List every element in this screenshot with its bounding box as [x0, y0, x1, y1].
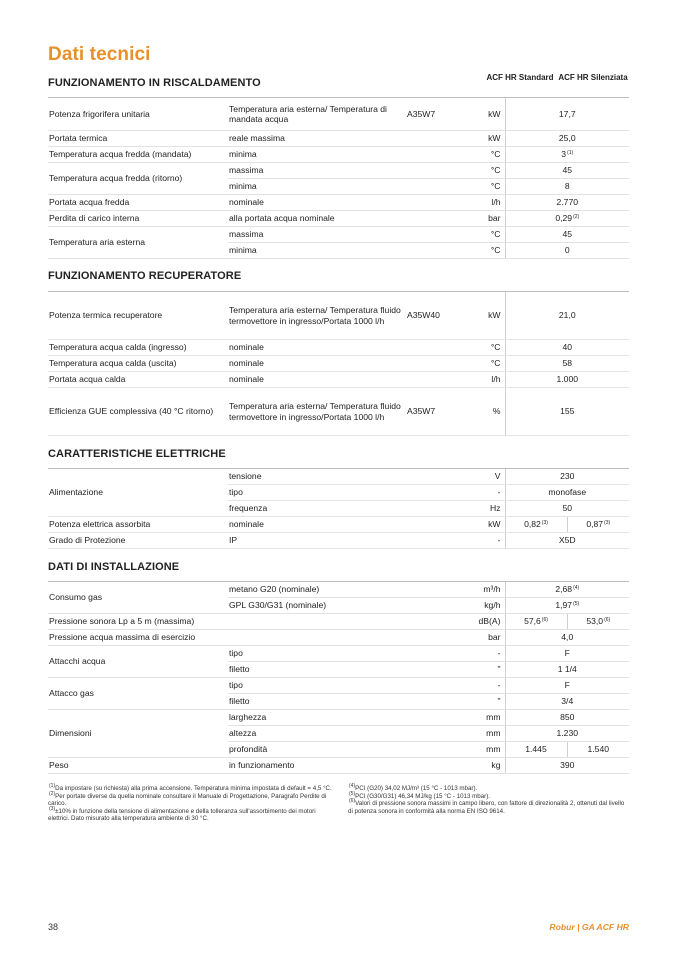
- value-cell: 4,0: [505, 630, 629, 646]
- condition-label: minima: [228, 243, 405, 259]
- footnote: [48, 805, 333, 823]
- value-cell-silenziata: [567, 614, 629, 630]
- table-row: [48, 340, 629, 356]
- unit-label: kW: [455, 292, 505, 340]
- unit-label: m³/h: [455, 582, 505, 598]
- footnote-text: Da impostare (su richiesta) alla prima accensione. Temperatura minima impostata di default = 4,5 °C.: [55, 785, 332, 792]
- unit-label: Hz: [455, 501, 505, 517]
- value-text: 53,0: [586, 616, 604, 627]
- footnote-text: Valori di pressione sonora massimi in campo libero, con fattore di direzionalità 2, ottenuti dal livello di potenza sonora in conformità alla norma EN ISO 9614.: [348, 800, 625, 815]
- value-text: 57,6: [524, 616, 541, 627]
- value-cell: 1.000: [505, 372, 629, 388]
- table-row: [48, 292, 629, 340]
- condition-label: filetto: [228, 694, 405, 710]
- value-cell: 1.230: [505, 726, 629, 742]
- unit-label: -: [455, 533, 505, 549]
- table-elettriche: [48, 468, 629, 549]
- value-cell: F: [505, 678, 629, 694]
- value-cell: 40: [505, 340, 629, 356]
- table-row: [48, 163, 629, 179]
- unit-label: V: [455, 469, 505, 485]
- value-cell: 390: [505, 758, 629, 774]
- footnote: [348, 800, 630, 815]
- footnotes-right: [348, 785, 630, 815]
- condition-label: nominale: [228, 372, 405, 388]
- footnote-mark: (3): [604, 520, 611, 527]
- table-installazione: [48, 581, 629, 774]
- footnote-mark: (4): [349, 783, 356, 789]
- param-label: Potenza frigorifera unitaria: [48, 98, 228, 131]
- condition-label: frequenza: [228, 501, 405, 517]
- param-label: Pressione sonora Lp a 5 m (massima): [48, 614, 405, 630]
- condition-label: minima: [228, 147, 405, 163]
- table-row: [48, 582, 629, 598]
- table-row: [48, 758, 629, 774]
- value-cell: 50: [505, 501, 629, 517]
- param-label: Alimentazione: [48, 469, 228, 517]
- value-cell: X5D: [505, 533, 629, 549]
- unit-label: °C: [455, 147, 505, 163]
- table-row: [48, 517, 629, 533]
- param-label: Potenza termica recuperatore: [48, 292, 228, 340]
- param-label: Efficienza GUE complessiva (40 °C ritorno): [48, 388, 228, 436]
- unit-label: ": [455, 662, 505, 678]
- value-cell: 58: [505, 356, 629, 372]
- footnote: [348, 785, 630, 793]
- table-row: [48, 533, 629, 549]
- footnote-mark: (2): [49, 790, 56, 797]
- unit-label: l/h: [455, 195, 505, 211]
- footnote-mark: (6): [541, 617, 548, 624]
- value-cell: 25,0: [505, 131, 629, 147]
- unit-label: dB(A): [455, 614, 505, 630]
- param-label: Attacco gas: [48, 678, 228, 710]
- unit-label: %: [455, 388, 505, 436]
- condition-label: larghezza: [228, 710, 405, 726]
- table-recuperatore: [48, 291, 629, 436]
- unit-label: kW: [455, 517, 505, 533]
- spec-code: A35W40: [405, 292, 455, 340]
- condition-label: altezza: [228, 726, 405, 742]
- value-cell-silenziata: [567, 517, 629, 533]
- value-cell: 21,0: [505, 292, 629, 340]
- value-cell: 3/4: [505, 694, 629, 710]
- footnote-text: PCI (G20) 34,02 MJ/m³ (15 °C - 1013 mbar).: [355, 785, 478, 792]
- table-row: [48, 211, 629, 227]
- unit-label: bar: [455, 211, 505, 227]
- unit-label: °C: [455, 340, 505, 356]
- spec-code: A35W7: [405, 98, 455, 131]
- value-text: 2,68: [555, 584, 573, 595]
- footnote: [48, 785, 333, 793]
- table-row: [48, 630, 629, 646]
- unit-label: -: [455, 646, 505, 662]
- table-row: [48, 227, 629, 243]
- value-cell: 45: [505, 227, 629, 243]
- unit-label: °C: [455, 243, 505, 259]
- condition-label: tipo: [228, 485, 405, 501]
- value-text: 3: [561, 149, 567, 160]
- footnote-mark: (1): [567, 150, 574, 157]
- condition-label: minima: [228, 179, 405, 195]
- value-cell: 1 1/4: [505, 662, 629, 678]
- footnote-text: Per portate diverse da quella nominale consultare il Manuale di Progettazione, Paragrafo Perdite di carico.: [48, 792, 327, 808]
- section-title-recuperatore: FUNZIONAMENTO RECUPERATORE: [48, 270, 242, 282]
- unit-label: kW: [455, 98, 505, 131]
- page-number: 38: [48, 922, 59, 932]
- param-label: Grado di Protezione: [48, 533, 228, 549]
- value-cell: monofase: [505, 485, 629, 501]
- unit-label: mm: [455, 742, 505, 758]
- footnote-mark: (3): [49, 805, 56, 812]
- table-row: [48, 388, 629, 436]
- value-cell: 230: [505, 469, 629, 485]
- condition-label: nominale: [228, 195, 405, 211]
- footnote-mark: (5): [573, 601, 580, 608]
- table-row: [48, 372, 629, 388]
- footnote-mark: (4): [573, 585, 580, 592]
- footnote-mark: (6): [349, 798, 356, 805]
- table-row: [48, 195, 629, 211]
- table-row: [48, 614, 629, 630]
- value-cell-silenziata: 1.540: [567, 742, 629, 758]
- unit-label: ": [455, 694, 505, 710]
- column-header-silenziata: ACF HR Silenziata: [558, 73, 628, 82]
- param-label: Temperatura aria esterna: [48, 227, 228, 259]
- value-cell: [505, 582, 629, 598]
- value-cell: 155: [505, 388, 629, 436]
- param-label: Temperatura acqua calda (uscita): [48, 356, 228, 372]
- condition-label: massima: [228, 163, 405, 179]
- unit-label: -: [455, 678, 505, 694]
- value-cell: 8: [505, 179, 629, 195]
- footnote-mark: (1): [49, 783, 56, 789]
- unit-label: kg: [455, 758, 505, 774]
- table-row: [48, 147, 629, 163]
- unit-label: -: [455, 485, 505, 501]
- unit-label: kW: [455, 131, 505, 147]
- condition-label: GPL G30/G31 (nominale): [228, 598, 405, 614]
- unit-label: °C: [455, 163, 505, 179]
- value-cell: [505, 147, 629, 163]
- condition-label: alla portata acqua nominale: [228, 211, 405, 227]
- value-text: 0,82: [524, 519, 541, 530]
- value-cell: 0: [505, 243, 629, 259]
- table-row: [48, 356, 629, 372]
- table-row: [48, 710, 629, 726]
- condition-label: tensione: [228, 469, 405, 485]
- condition-label: tipo: [228, 678, 405, 694]
- unit-label: bar: [455, 630, 505, 646]
- column-header-standard: ACF HR Standard: [486, 73, 554, 82]
- value-cell: 17,7: [505, 98, 629, 131]
- table-row: [48, 646, 629, 662]
- spec-code: A35W7: [405, 388, 455, 436]
- param-label: Pressione acqua massima di esercizio: [48, 630, 405, 646]
- section-title-installazione: DATI DI INSTALLAZIONE: [48, 561, 180, 573]
- value-cell: 45: [505, 163, 629, 179]
- unit-label: °C: [455, 179, 505, 195]
- param-label: Temperatura acqua fredda (ritorno): [48, 163, 228, 195]
- value-cell: 850: [505, 710, 629, 726]
- value-cell: [505, 598, 629, 614]
- condition-label: tipo: [228, 646, 405, 662]
- unit-label: °C: [455, 356, 505, 372]
- condition-label: massima: [228, 227, 405, 243]
- footer-brand: Robur | GA ACF HR: [549, 922, 629, 932]
- page-title: Dati tecnici: [48, 44, 151, 65]
- footnote-mark: (2): [573, 214, 580, 221]
- table-row: [48, 678, 629, 694]
- value-text: 0,87: [586, 519, 604, 530]
- condition-label: reale massima: [228, 131, 405, 147]
- value-text: 1,97: [555, 600, 573, 611]
- param-label: Temperatura acqua calda (ingresso): [48, 340, 228, 356]
- condition-label: filetto: [228, 662, 405, 678]
- unit-label: l/h: [455, 372, 505, 388]
- param-label: Portata termica: [48, 131, 228, 147]
- condition-label: Temperatura aria esterna/ Temperatura fluido termovettore in ingresso/Portata 1000 l/h: [228, 388, 405, 436]
- footnote-text: PCI (G30/G31) 46,34 MJ/kg (15 °C - 1013 mbar).: [355, 792, 490, 800]
- value-cell: 2.770: [505, 195, 629, 211]
- param-label: Attacchi acqua: [48, 646, 228, 678]
- table-row: [48, 469, 629, 485]
- section-title-elettriche: CARATTERISTICHE ELETTRICHE: [48, 448, 226, 460]
- table-riscaldamento: [48, 97, 629, 259]
- condition-label: profondità: [228, 742, 405, 758]
- param-label: Portata acqua fredda: [48, 195, 228, 211]
- condition-label: in funzionamento: [228, 758, 405, 774]
- value-cell-standard: [505, 517, 567, 533]
- unit-label: mm: [455, 710, 505, 726]
- condition-label: Temperatura aria esterna/ Temperatura di mandata acqua: [228, 98, 405, 131]
- section-title-riscaldamento: FUNZIONAMENTO IN RISCALDAMENTO: [48, 77, 261, 89]
- param-label: Perdita di carico interna: [48, 211, 228, 227]
- footnote-mark: (3): [541, 520, 548, 527]
- condition-label: nominale: [228, 517, 405, 533]
- unit-label: °C: [455, 227, 505, 243]
- value-text: 0,29: [555, 213, 573, 224]
- unit-label: mm: [455, 726, 505, 742]
- condition-label: Temperatura aria esterna/ Temperatura fluido termovettore in ingresso/Portata 1000 l/h: [228, 292, 405, 340]
- table-row: [48, 98, 629, 131]
- condition-label: nominale: [228, 356, 405, 372]
- footnote-mark: (5): [349, 790, 356, 797]
- footnote: [48, 790, 333, 808]
- footnote-mark: (6): [604, 617, 611, 624]
- footnote-text: ±10% in funzione della tensione di alimentazione e della tolleranza sull'assorbimento dei motori elettrici. Dato misurato alla temperatura ambiente di 30 °C.: [48, 807, 316, 823]
- param-label: Consumo gas: [48, 582, 228, 614]
- table-row: [48, 131, 629, 147]
- value-cell: [505, 211, 629, 227]
- condition-label: IP: [228, 533, 405, 549]
- unit-label: kg/h: [455, 598, 505, 614]
- value-cell-standard: 1.445: [505, 742, 567, 758]
- value-cell: F: [505, 646, 629, 662]
- param-label: Temperatura acqua fredda (mandata): [48, 147, 228, 163]
- param-label: Potenza elettrica assorbita: [48, 517, 228, 533]
- param-label: Dimensioni: [48, 710, 228, 758]
- param-label: Peso: [48, 758, 228, 774]
- condition-label: metano G20 (nominale): [228, 582, 405, 598]
- value-cell-standard: [505, 614, 567, 630]
- footnotes-left: [48, 785, 333, 823]
- condition-label: nominale: [228, 340, 405, 356]
- param-label: Portata acqua calda: [48, 372, 228, 388]
